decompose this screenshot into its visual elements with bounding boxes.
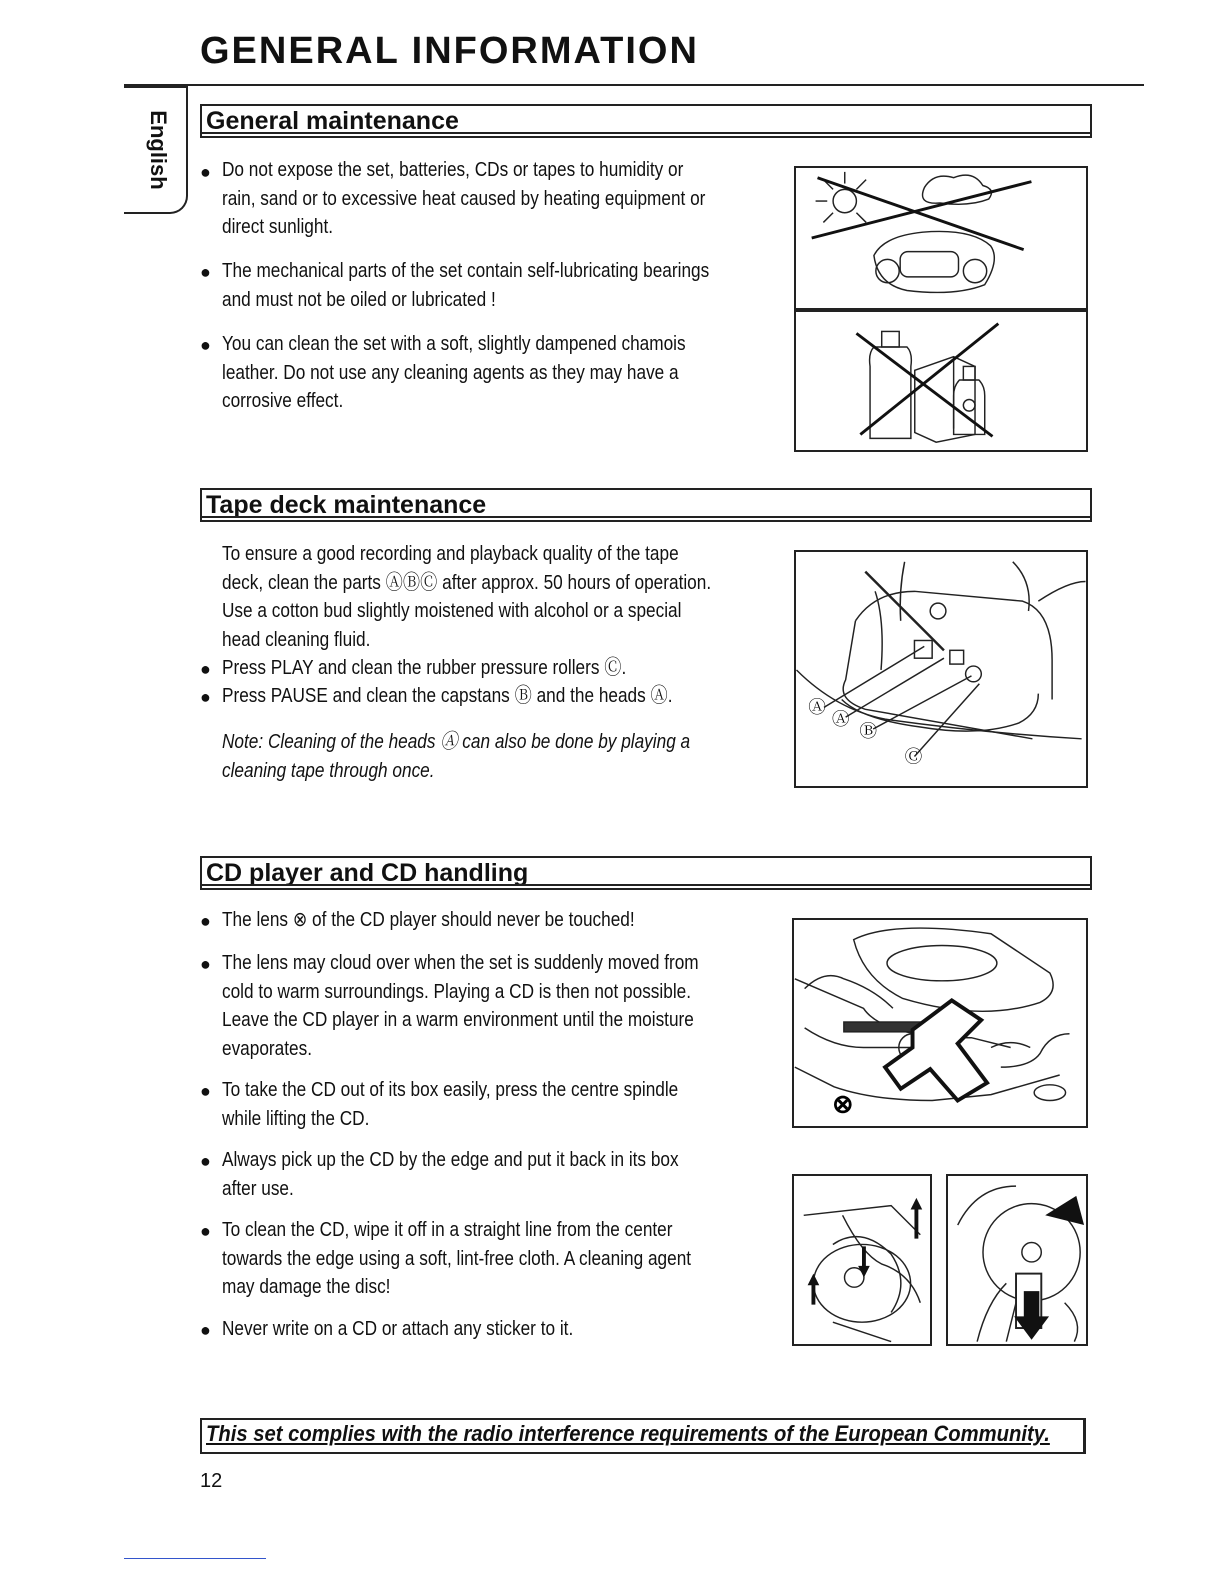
paragraph <box>222 257 709 314</box>
paragraph <box>222 1076 678 1133</box>
text-line: Do not expose the set, batteries, CDs or tapes to humidity or <box>222 158 684 181</box>
text-line: leather. Do not use any cleaning agents as they may have a <box>222 360 679 384</box>
text-line: head cleaning fluid. <box>222 627 371 651</box>
heading-underline <box>202 516 1090 518</box>
bullet-icon: ● <box>200 659 211 679</box>
figure-cd-cleaning <box>792 1174 932 1346</box>
figure-label-a: Ⓐ <box>831 709 850 730</box>
text-line: may damage the disc! <box>222 1275 391 1298</box>
section-heading-text: General maintenance <box>206 107 459 135</box>
bullet-icon: ● <box>200 162 211 182</box>
bullet-icon: ● <box>200 335 211 355</box>
text-line: cold to warm surroundings. Playing a CD is then not possible. <box>222 979 692 1003</box>
heading-underline <box>202 132 1090 134</box>
text-line: To clean the CD, wipe it off in a straight line from the center <box>222 1218 673 1241</box>
text-line: Always pick up the CD by the edge and put it back in its box <box>222 1148 679 1171</box>
text-line: deck, clean the parts ⒶⒷⒸ after approx. 50 hours of operation. <box>222 570 712 594</box>
paragraph <box>222 330 686 416</box>
note <box>222 728 690 785</box>
bullet-icon: ● <box>200 687 211 707</box>
text-line: direct sunlight. <box>222 215 334 238</box>
cd-cleaning-illustration <box>794 1176 930 1344</box>
no-sunlight-illustration <box>796 168 1086 308</box>
paragraph <box>222 540 711 654</box>
title-rule <box>124 84 1144 86</box>
bottom-rule <box>124 1558 266 1559</box>
figure-cd-lens <box>792 918 1088 1128</box>
no-cleaning-agents-illustration <box>796 312 1086 450</box>
text-line: corrosive effect. <box>222 389 344 412</box>
text-line: cleaning tape through once. <box>222 758 435 782</box>
compliance-statement: This set complies with the radio interference requirements of the European Community. <box>206 1421 1050 1446</box>
paragraph <box>222 156 705 242</box>
language-tab-label: English <box>146 110 171 190</box>
text-line: Use a cotton bud slightly moistened with alcohol or a special <box>222 599 682 622</box>
bullet-icon: ● <box>200 1081 211 1101</box>
section-heading-general-maintenance <box>200 104 1092 138</box>
figure-label-a: Ⓐ <box>808 697 826 718</box>
page-number: 12 <box>200 1470 223 1492</box>
figure-label-c: Ⓒ <box>904 746 923 767</box>
cd-handling-illustration <box>948 1176 1086 1344</box>
bullet-text: The lens ⊗ of the CD player should never be touched! <box>222 908 635 931</box>
bullet-icon: ● <box>200 954 211 974</box>
section-heading-cd-player <box>200 856 1092 890</box>
language-tab-label-wrap <box>128 100 188 200</box>
bullet-text: Never write on a CD or attach any sticker to it. <box>222 1317 574 1340</box>
tape-deck-illustration <box>796 552 1086 786</box>
text-line: and must not be oiled or lubricated ! <box>222 287 496 311</box>
text-line: The mechanical parts of the set contain self-lubricating bearings <box>222 259 710 282</box>
section-heading-text: CD player and CD handling <box>206 859 529 887</box>
bullet-icon: ● <box>200 262 211 282</box>
page-title: GENERAL INFORMATION <box>200 30 699 72</box>
text-line: evaporates. <box>222 1036 312 1060</box>
bullet-text: Press PAUSE and clean the capstans Ⓑ and the heads Ⓐ. <box>222 684 673 707</box>
text-line: To ensure a good recording and playback quality of the tape <box>222 542 679 565</box>
figure-label-b: Ⓑ <box>859 720 878 741</box>
text-line: after use. <box>222 1176 294 1200</box>
text-line: You can clean the set with a soft, slightly dampened chamois <box>222 332 686 355</box>
figure-cd-handling <box>946 1174 1088 1346</box>
text-line: towards the edge using a soft, lint-free cloth. A cleaning agent <box>222 1246 692 1270</box>
bullet-icon: ● <box>200 1151 211 1171</box>
text-line: Leave the CD player in a warm environment until the moisture <box>222 1008 694 1031</box>
text-line: The lens may cloud over when the set is suddenly moved from <box>222 951 699 974</box>
paragraph <box>222 949 699 1063</box>
figure-tape-deck <box>794 550 1088 788</box>
bullet-icon: ● <box>200 911 211 931</box>
text-line: rain, sand or to excessive heat caused by heating equipment or <box>222 186 706 210</box>
section-heading-tape-deck <box>200 488 1092 522</box>
text-line: while lifting the CD. <box>222 1106 370 1130</box>
text-line: Note: Cleaning of the heads Ⓐ can also be done by playing a <box>222 730 691 753</box>
text-line: To take the CD out of its box easily, press the centre spindle <box>222 1078 679 1101</box>
paragraph <box>222 1216 691 1302</box>
bullet-icon: ● <box>200 1320 211 1340</box>
section-heading-text: Tape deck maintenance <box>206 491 487 519</box>
bullet-icon: ● <box>200 1221 211 1241</box>
cd-lens-illustration <box>794 920 1086 1126</box>
figure-no-heat-sunlight <box>794 166 1088 310</box>
bullet-text: Press PLAY and clean the rubber pressure rollers Ⓒ. <box>222 656 627 679</box>
figure-no-cleaning-agents <box>794 310 1088 452</box>
lens-label: ⊗ <box>832 1090 854 1119</box>
paragraph <box>222 1146 679 1203</box>
heading-underline <box>202 884 1090 886</box>
